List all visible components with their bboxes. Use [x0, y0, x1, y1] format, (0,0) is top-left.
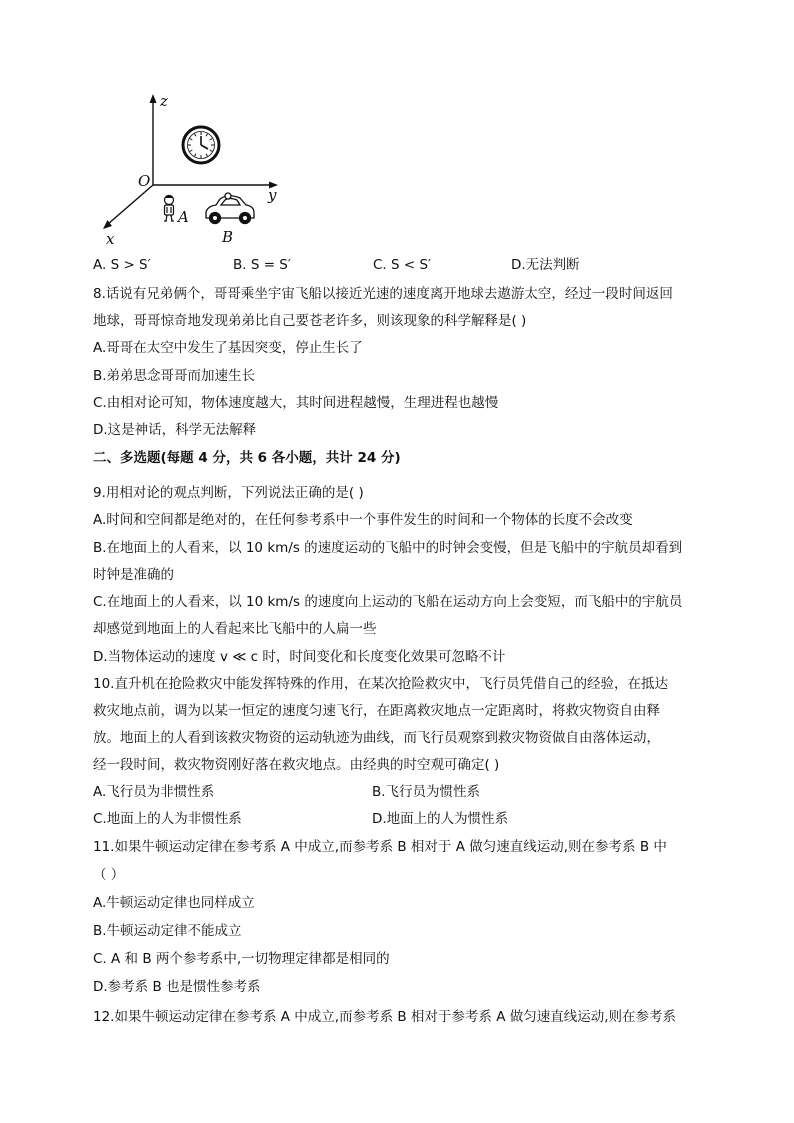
q9-option-d: D.当物体运动的速度 v ≪ c 时，时间变化和长度变化效果可忽略不计: [93, 649, 506, 665]
q9-option-a: A.时间和空间都是绝对的，在任何参考系中一个事件发生的时间和一个物体的长度不会改变: [93, 512, 633, 528]
q7-option-a: A. S > S′: [93, 257, 151, 273]
person-icon: [164, 196, 174, 222]
q11-stem-1: 11.如果牛顿运动定律在参考系 A 中成立,而参考系 B 相对于 A 做匀速直线运动,则在参考系 B 中: [93, 839, 667, 855]
q9-option-c-line1: C.在地面上的人看来，以 10 km/s 的速度向上运动的飞船在运动方向上会变短，而飞船中的宇航员: [93, 594, 683, 610]
q9-stem: 9.用相对论的观点判断，下列说法正确的是( ): [93, 485, 364, 501]
q10-stem-3: 放。地面上的人看到该救灾物资的运动轨迹为曲线，而飞行员观察到救灾物资做自由落体运动，: [93, 730, 660, 746]
origin-label: O: [138, 172, 151, 190]
q8-option-b: B.弟弟思念哥哥而加速生长: [93, 368, 256, 384]
q7-option-d: D.无法判断: [511, 257, 580, 273]
clock-icon: [183, 127, 219, 163]
q7-option-b: B. S = S′: [233, 257, 291, 273]
q9-option-b-line1: B.在地面上的人看来，以 10 km/s 的速度运动的飞船中的时钟会变慢，但是飞船中的宇航员却看到: [93, 540, 683, 556]
x-axis-line: [108, 185, 153, 224]
section-2-heading: 二、多选题(每题 4 分，共 6 各小题，共计 24 分): [93, 450, 401, 466]
q11-option-a: A.牛顿运动定律也同样成立: [93, 895, 255, 911]
q10-stem-2: 救灾地点前，调为以某一恒定的速度匀速飞行，在距离救灾地点一定距离时，将救灾物资自由释: [93, 703, 660, 719]
q11-option-d: D.参考系 B 也是惯性参考系: [93, 979, 261, 995]
q11-option-c: C. A 和 B 两个参考系中,一切物理定律都是相同的: [93, 951, 390, 967]
q8-option-a: A.哥哥在太空中发生了基因突变，停止生长了: [93, 340, 363, 356]
q10-stem-4: 经一段时间，救灾物资刚好落在救灾地点。由经典的时空观可确定( ): [93, 757, 500, 773]
q11-option-b: B.牛顿运动定律不能成立: [93, 923, 242, 939]
q10-option-c: C.地面上的人为非惯性系: [93, 811, 242, 827]
axis-y-label: y: [268, 186, 277, 204]
q8-option-c: C.由相对论可知，物体速度越大，其时间进程越慢，生理进程也越慢: [93, 395, 499, 411]
q10-stem-1: 10.直升机在抢险救灾中能发挥特殊的作用，在某次抢险救灾中，飞行员凭借自己的经验，在抵达: [93, 676, 668, 692]
q7-option-c: C. S < S′: [373, 257, 432, 273]
q12-stem-1: 12.如果牛顿运动定律在参考系 A 中成立,而参考系 B 相对于参考系 A 做匀速直线运动,则在参考系: [93, 1009, 677, 1025]
q10-option-b: B.飞行员为惯性系: [372, 784, 481, 800]
q8-option-d: D.这是神话，科学无法解释: [93, 422, 257, 438]
axes-diagram: [96, 92, 296, 250]
q11-stem-2: （ ）: [93, 867, 125, 883]
q9-option-b-line2: 时钟是准确的: [93, 567, 174, 583]
q9-option-c-line2: 却感觉到地面上的人看起来比飞船中的人扁一些: [93, 621, 377, 637]
label-a: A: [178, 208, 189, 226]
q10-option-d: D.地面上的人为惯性系: [372, 811, 509, 827]
axis-z-label: z: [160, 92, 168, 110]
z-axis-arrow: [150, 94, 157, 103]
axes-figure: [96, 92, 296, 250]
q8-stem-1: 8.话说有兄弟俩个，哥哥乘坐宇宙飞船以接近光速的速度离开地球去遨游太空，经过一段时间返回: [93, 286, 673, 302]
label-b: B: [222, 228, 234, 246]
axis-x-label: x: [106, 230, 115, 248]
car-icon: [206, 193, 254, 224]
q8-stem-2: 地球，哥哥惊奇地发现弟弟比自己要苍老许多，则该现象的科学解释是( ): [93, 313, 527, 329]
q10-option-a: A.飞行员为非惯性系: [93, 784, 215, 800]
